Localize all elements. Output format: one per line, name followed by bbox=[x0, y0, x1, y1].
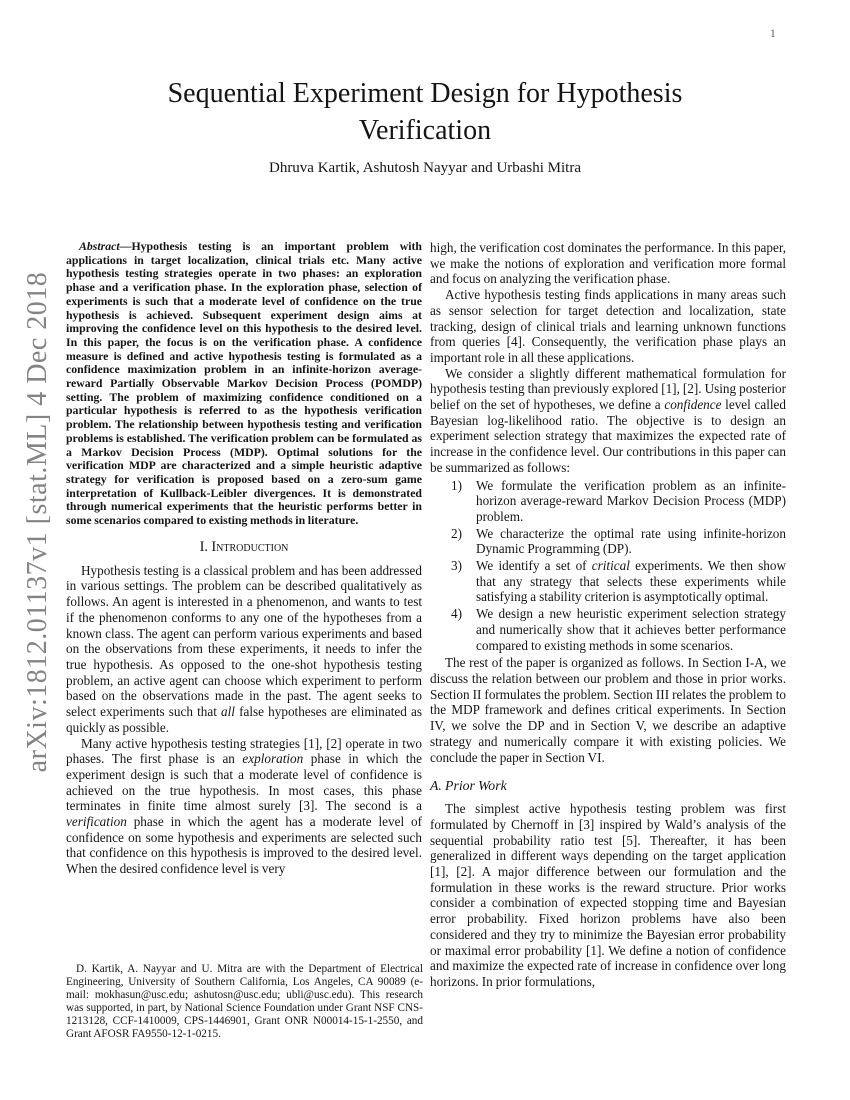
right-paragraph-2: Active hypothesis testing finds applications in many areas such as sensor selection for target detection and localization, state tracking, design of clinical trials and learning unknown functions from queries [4]. Consequently, the verification phase plays an important role in all these applications. bbox=[430, 287, 786, 365]
intro-paragraph-2: Many active hypothesis testing strategies [1], [2] operate in two phases. The first phase is an exploration phase in which the experiment design is such that a moderate level of confidence is achieved on the true hypothesis. In most cases, this phase terminates in finite time almost surely [3]. The second is a verification phase in which the agent has a moderate level of confidence on some hypothesis and experiments are selected such that confidence on this hypothesis is improved to the desired level. When the desired confidence level is very bbox=[66, 735, 422, 877]
contributions-list bbox=[430, 478, 786, 654]
list-item-number: 3) bbox=[451, 558, 462, 574]
author-footnote: D. Kartik, A. Nayyar and U. Mitra are with the Department of Electrical Engineering, University of Southern California, Los Angeles, CA 90089 (e-mail: mokhasun@usc.edu; ashutosn@usc.edu; ubli@usc.edu). This research was supported, in part, by National Science Foundation under Grant NSF CNS-1213128, CCF-1410009, CPS-1446901, Grant ONR N00014-15-1-2550, and Grant AFOSR FA9550-12-1-0215. bbox=[66, 963, 423, 1041]
right-paragraph-4: The rest of the paper is organized as follows. In Section I-A, we discuss the relation between our problem and those in prior works. Section II formulates the problem. Section III relates the problem to the MDP framework and defines critical experiments. In Section IV, we solve the DP and in Section V, we describe an adaptive strategy and numerically compare it with existing policies. We conclude the paper in Section VI. bbox=[430, 655, 786, 765]
abstract bbox=[66, 240, 422, 528]
page-number: 1 bbox=[770, 28, 776, 40]
list-item-text: We characterize the optimal rate using infinite-horizon Dynamic Programming (DP). bbox=[476, 525, 786, 557]
list-item-text: We identify a set of critical experiments. We then show that any strategy that selects these experiments while satisfying a stability criterion is asymptotically optimal. bbox=[476, 558, 786, 605]
subsection-heading-prior-work: A. Prior Work bbox=[430, 778, 507, 794]
list-item-number: 1) bbox=[451, 477, 462, 493]
right-paragraph-3: We consider a slightly different mathematical formulation for hypothesis testing than previously explored [1], [2]. Using posterior belief on the set of hypotheses, we define a confidence level called Bayesian log-likelihood ratio. The objective is to design an experiment selection strategy that maximizes the expected rate of increase in the confidence level. Our contributions in this paper can be summarized as follows: bbox=[430, 365, 786, 475]
list-item-number: 4) bbox=[451, 606, 462, 622]
list-item-text: We formulate the verification problem as an infinite-horizon average-reward Markov Decision Process (MDP) problem. bbox=[476, 477, 786, 524]
right-paragraph-1: high, the verification cost dominates the performance. In this paper, we make the notions of exploration and verification more formal and focus on analyzing the verification phase. bbox=[430, 240, 786, 287]
prior-work-paragraph: The simplest active hypothesis testing problem was first formulated by Chernoff in [3] inspired by Wald’s analysis of the sequential probability ratio test [5]. Thereafter, it has been generalized in different ways depending on the target application [1], [2]. A major difference between our formulation and the formulation in these works is the reward structure. Prior works consider a combination of expected stopping time and Bayesian error probability. Fixed horizon problems have also been considered and they try to minimize the Bayesian error probability or maximal error probability [1]. We define a notion of confidence and maximize the expected rate of increase in confidence over long horizons. In prior formulations, bbox=[430, 801, 786, 989]
left-column bbox=[66, 240, 422, 877]
arxiv-watermark: arXiv:1812.01137v1 [stat.ML] 4 Dec 2018 bbox=[22, 271, 53, 773]
paper-title: Sequential Experiment Design for Hypothesis Verification bbox=[167, 78, 683, 146]
list-item bbox=[430, 478, 786, 525]
list-item bbox=[430, 526, 786, 557]
section-heading-introduction: I. Introduction bbox=[199, 538, 289, 555]
list-item-text: We design a new heuristic experiment selection strategy and numerically show that it achieves better performance compared to existing methods in some scenarios. bbox=[476, 606, 786, 653]
title-block bbox=[0, 76, 850, 150]
list-item bbox=[430, 558, 786, 605]
right-column bbox=[430, 240, 786, 990]
list-item bbox=[430, 606, 786, 653]
abstract-text: —Hypothesis testing is an important problem with applications in target localization, clinical trials etc. Many active hypothesis testing strategies operate in two phases: an exploration phase and a verification phase. In the exploration phase, selection of experiments is such that a moderate level of confidence on the true hypothesis is achieved. Subsequent experiment design aims at improving the confidence level on this hypothesis to the desired level. In this paper, the focus is on the verification phase. A confidence measure is defined and active hypothesis testing is formulated as a confidence maximization problem in an infinite-horizon average-reward Partially Observable Markov Decision Process (POMDP) setting. The problem of maximizing confidence conditioned on a particular hypothesis is referred to as the hypothesis verification problem. The relationship between hypothesis testing and verification problems is established. The verification problem can be formulated as a Markov Decision Process (MDP). Optimal solutions for the verification MDP are characterized and a simple heuristic adaptive strategy for verification is proposed based on a zero-sum game interpretation of Kullback-Leibler divergences. It is demonstrated through numerical experiments that the heuristic performs better in some scenarios compared to existing methods in literature. bbox=[66, 239, 422, 528]
paper-authors: Dhruva Kartik, Ashutosh Nayyar and Urbashi Mitra bbox=[268, 160, 582, 176]
intro-paragraph-1: Hypothesis testing is a classical problem and has been addressed in various settings. The problem can be described qualitatively as follows. An agent is interested in a phenomenon, and wants to test if the phenomenon conforms to any one of the hypotheses from a known class. The agent can perform various experiments and based on the observations from these experiments, it needs to infer the true hypothesis. As opposed to the one-shot hypothesis testing problem, an active agent can choose which experiment to perform based on the observations made in the past. The agent seeks to select experiments such that all false hypotheses are eliminated as quickly as possible. bbox=[66, 562, 422, 735]
list-item-number: 2) bbox=[451, 525, 462, 541]
abstract-label: Abstract bbox=[79, 239, 120, 253]
